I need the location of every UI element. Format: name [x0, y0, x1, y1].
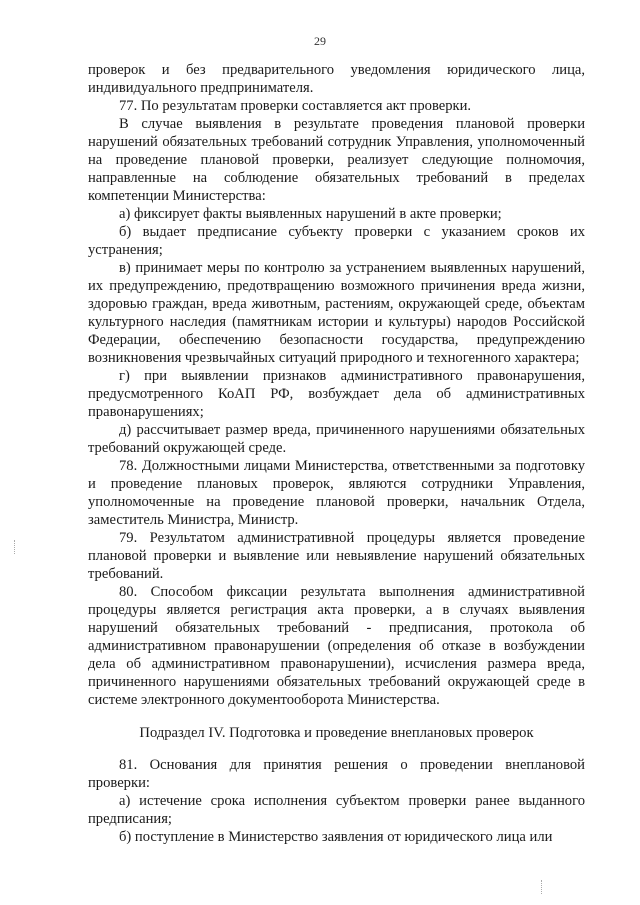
paragraph-79: 79. Результатом административной процедуры является проведение плановой проверки и выявление или невыявление нарушений обязательных требований.	[88, 530, 585, 582]
list-item-v: в) принимает меры по контролю за устранением выявленных нарушений, их предупреждению, предотвращению возможного причинения вреда жизни, здоровью граждан, вреда животным, растениям, окружающей среде, объектам культурного наследия (памятникам истории и культуры) народов Российской Федерации, обеспечению безопасности государства, предупреждению возникновения чрезвычайных ситуаций природного и техногенного характера;	[88, 260, 585, 366]
paragraph-77: 77. По результатам проверки составляется акт проверки.	[119, 98, 472, 114]
paragraph-continuation: проверок и без предварительного уведомления юридического лица, индивидуального предпринимателя.	[88, 62, 585, 96]
scan-margin-mark	[541, 880, 543, 894]
paragraph-77-violations: В случае выявления в результате проведения плановой проверки нарушений обязательных требований сотрудник Управления, уполномоченный на проведение плановой проверки, реализует следующие полномочия, направленные на соблюдение обязательных требований в пределах компетенции Министерства:	[88, 116, 585, 204]
document-body	[88, 61, 585, 846]
paragraph-81: 81. Основания для принятия решения о проведении внеплановой проверки:	[88, 757, 585, 791]
subsection-heading: Подраздел IV. Подготовка и проведение внеплановых проверок	[139, 725, 534, 741]
page-number: 29	[314, 34, 326, 48]
list-item-d: д) рассчитывает размер вреда, причиненного нарушениями обязательных требований окружающей среде.	[88, 422, 585, 456]
paragraph-78: 78. Должностными лицами Министерства, ответственными за подготовку и проведение плановых проверок, являются сотрудники Управления, уполномоченные на проведение плановой проверки, начальник Отдела, заместитель Министра, Министр.	[88, 458, 585, 528]
list-item-b: б) выдает предписание субъекту проверки с указанием сроков их устранения;	[88, 224, 585, 258]
list-item-81-a: а) истечение срока исполнения субъектом проверки ранее выданного предписания;	[88, 793, 585, 827]
list-item-a: а) фиксирует факты выявленных нарушений в акте проверки;	[119, 206, 502, 222]
list-item-81-b: б) поступление в Министерство заявления от юридического лица или	[119, 829, 553, 845]
scan-margin-mark	[14, 540, 16, 554]
list-item-g: г) при выявлении признаков административного правонарушения, предусмотренного КоАП РФ, возбуждает дела об административных правонарушениях;	[88, 368, 585, 420]
paragraph-80: 80. Способом фиксации результата выполнения административной процедуры является регистрация акта проверки, а в случаях выявления нарушений обязательных требований - предписания, протокола об административном правонарушении (определения об отказе в возбуждении дела об административном правонарушении), исчисления размера вреда, причиненного нарушениями обязательных требований окружающей среде в системе электронного документооборота Министерства.	[88, 584, 585, 708]
